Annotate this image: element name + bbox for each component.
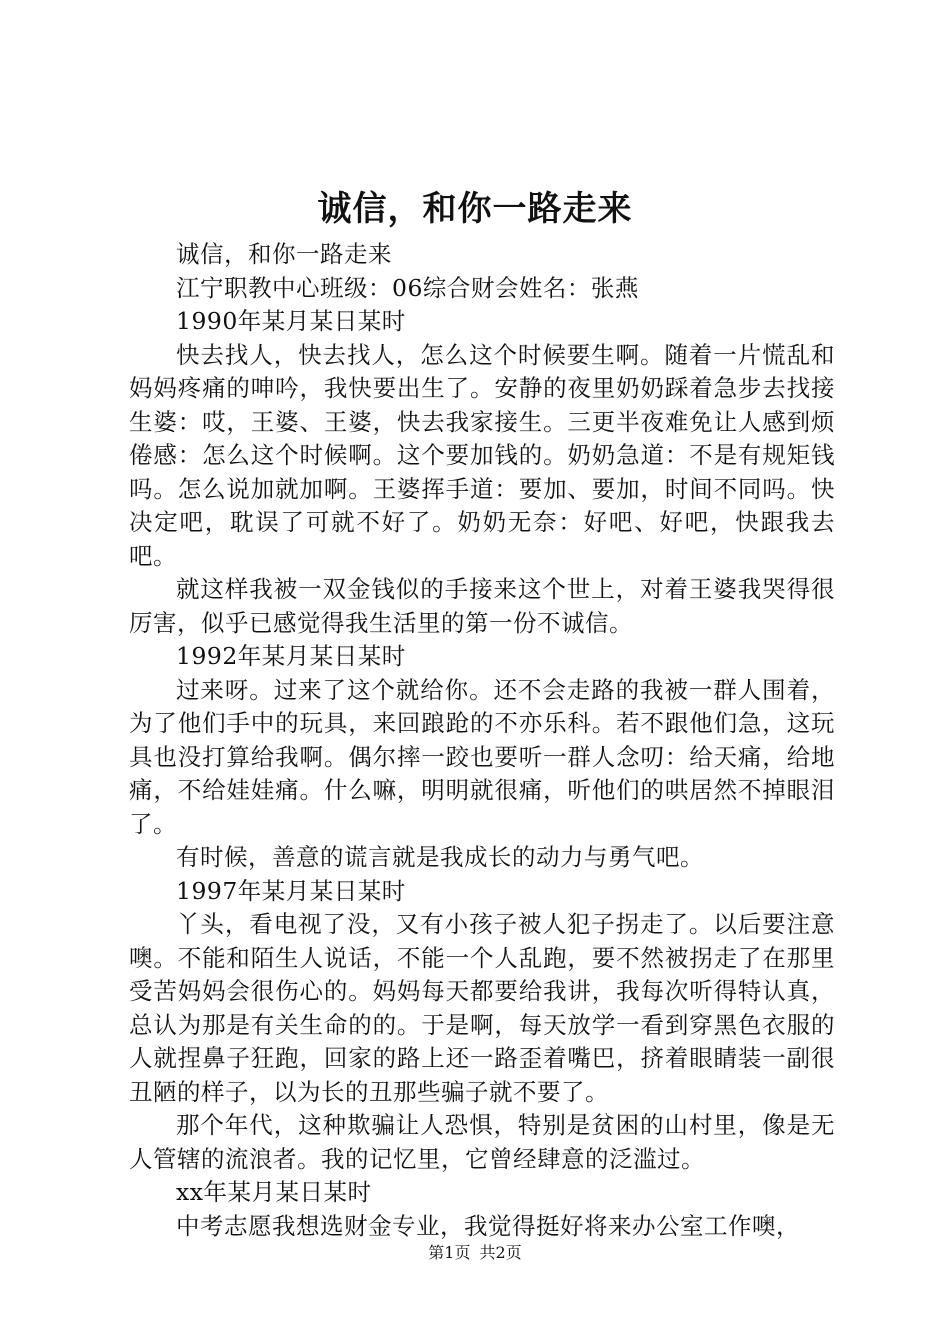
page-footer bbox=[0, 1242, 950, 1264]
paragraph-subtitle: 诚信，和你一路走来 bbox=[176, 240, 392, 268]
paragraph-body: 丫头，看电视了没，又有小孩子被人犯子拐走了。以后要注意噢。不能和陌生人说话，不能一个人乱跑，要不然被拐走了在那里受苦妈妈会很伤心的。妈妈每天都要给我讲，我每次听得特认真，总认为那是有关生命的的。于是啊，每天放学一看到穿黑色衣服的人就捏鼻子狂跑，回家的路上还一路歪着嘴巴，挤着眼睛装一副很丑陋的样子，以为长的丑那些骗子就不要了。 bbox=[129, 910, 835, 1106]
paragraph-date-1997: 1997年某月某日某时 bbox=[176, 876, 406, 905]
document-body bbox=[129, 238, 835, 1243]
paragraph-body: 中考志愿我想选财金专业，我觉得挺好将来办公室工作噢， bbox=[176, 1211, 800, 1240]
page-number: 第1页 bbox=[428, 1243, 471, 1262]
paragraph-body: 那个年代，这种欺骗让人恐惧，特别是贫困的山村里，像是无人管辖的流浪者。我的记忆里，它曾经肆意的泛滥过。 bbox=[129, 1111, 835, 1173]
paragraph-author-info: 江宁职教中心班级：06综合财会姓名：张燕 bbox=[176, 273, 639, 302]
paragraph-date-1992: 1992年某月某日某时 bbox=[176, 642, 406, 670]
page-total: 共2页 bbox=[479, 1243, 522, 1262]
paragraph-body: 过来呀。过来了这个就给你。还不会走路的我被一群人围着，为了他们手中的玩具，来回踉跄的不亦乐科。若不跟他们急，这玩具也没打算给我啊。偶尔摔一跤也要听一群人念叨：给天痛，给地痛，不给娃娃痛。什么嘛，明明就很痛，听他们的哄居然不掉眼泪了。 bbox=[129, 675, 835, 838]
paragraph-body: 就这样我被一双金钱似的手接来这个世上，对着王婆我哭得很厉害，似乎已感觉得我生活里的第一份不诚信。 bbox=[129, 575, 835, 637]
paragraph-body: 快去找人，快去找人，怎么这个时候要生啊。随着一片慌乱和妈妈疼痛的呻吟，我快要出生了。安静的夜里奶奶踩着急步去找接生婆：哎，王婆、王婆，快去我家接生。三更半夜难免让人感到烦倦感：怎么这个时候啊。这个要加钱的。奶奶急道：不是有规矩钱吗。怎么说加就加啊。王婆挥手道：要加、要加，时间不同吗。快决定吧，耽误了可就不好了。奶奶无奈：好吧、好吧，快跟我去吧。 bbox=[129, 340, 835, 570]
paragraph-date-xx: xx年某月某日某时 bbox=[176, 1178, 372, 1206]
paragraph-date-1990: 1990年某月某日某时 bbox=[176, 307, 406, 335]
document-title: 诚信，和你一路走来 bbox=[317, 189, 633, 229]
paragraph-body: 有时候，善意的谎言就是我成长的动力与勇气吧。 bbox=[176, 843, 704, 871]
